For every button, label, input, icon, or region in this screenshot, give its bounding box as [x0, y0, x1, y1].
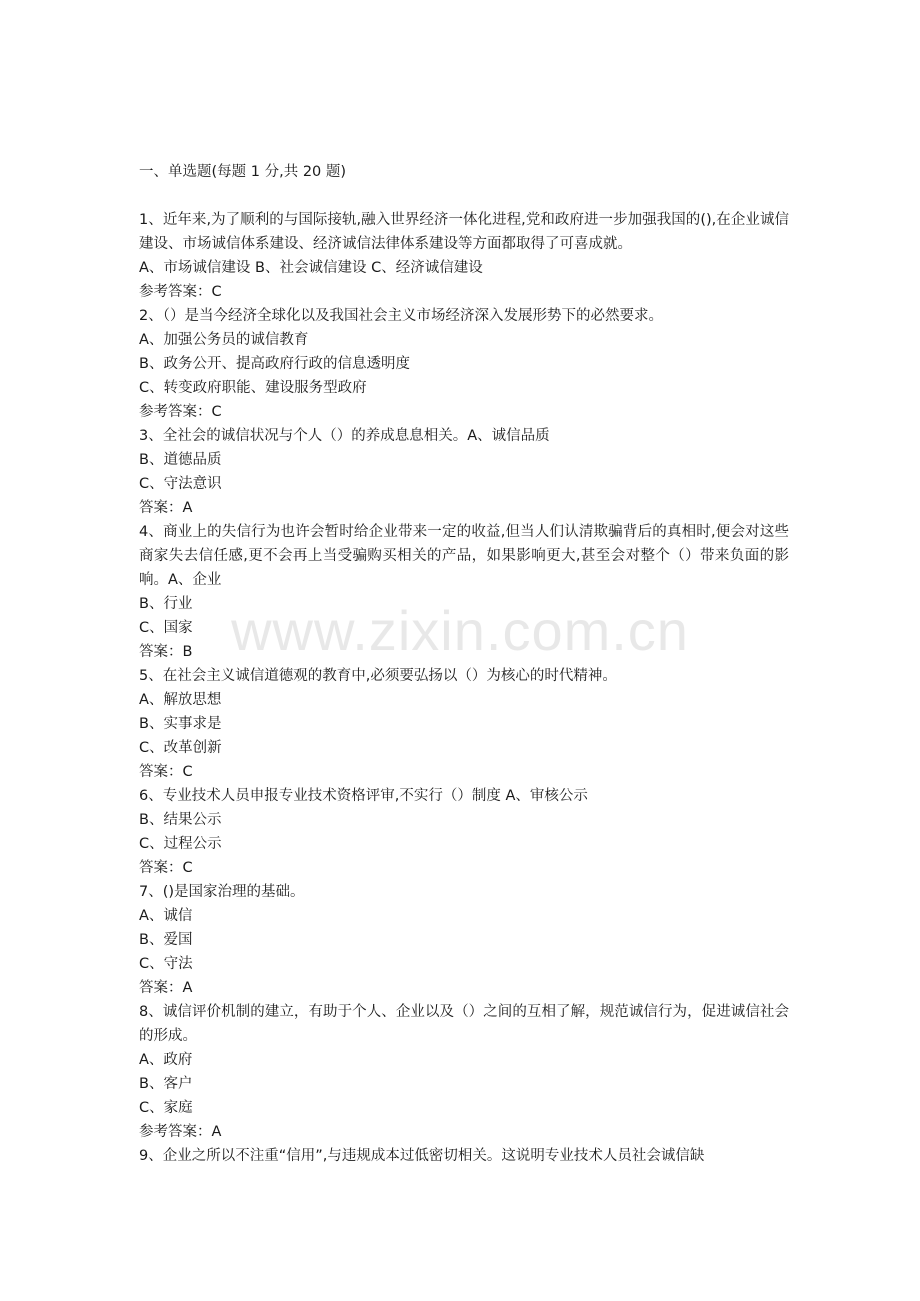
answer-option: C、转变政府职能、建设服务型政府	[139, 380, 367, 396]
answer-option: B、客户	[139, 1076, 193, 1092]
answer-option: A、加强公务员的诚信教育	[139, 332, 309, 348]
answer-key: 答案：C	[139, 764, 193, 780]
answer-option: A、市场诚信建设 B、社会诚信建设 C、经济诚信建设	[139, 260, 483, 276]
answer-option: B、结果公示	[139, 812, 222, 828]
question-text: 6、专业技术人员申报专业技术资格评审,不实行（）制度 A、审核公示	[139, 788, 588, 804]
question-text: 7、()是国家治理的基础。	[139, 884, 305, 900]
question-list	[139, 208, 789, 1168]
answer-option: B、爱国	[139, 932, 193, 948]
question-text: 2、（）是当今经济全球化以及我国社会主义市场经济深入发展形势下的必然要求。	[139, 308, 663, 324]
answer-option: B、政务公开、提高政府行政的信息透明度	[139, 356, 410, 372]
answer-option: C、改革创新	[139, 740, 222, 756]
answer-key: 答案：C	[139, 860, 193, 876]
answer-option: A、政府	[139, 1052, 193, 1068]
answer-option: C、守法	[139, 956, 193, 972]
document-body	[139, 160, 789, 1168]
watermark: www.zixin.com.cn	[231, 599, 689, 662]
question-text: 4、商业上的失信行为也许会暂时给企业带来一定的收益,但当人们认清欺骗背后的真相时,便会对这些商家失去信任感,更不会再上当受骗购买相关的产品，如果影响更大,甚至会对整个（）带来负面的影响。A、企业	[139, 524, 789, 588]
question-text: 9、企业之所以不注重“信用”,与违规成本过低密切相关。这说明专业技术人员社会诚信缺	[139, 1148, 705, 1164]
section-title: 一、单选题(每题 1 分,共 20 题)	[139, 164, 347, 180]
answer-option: C、过程公示	[139, 836, 222, 852]
answer-option: C、家庭	[139, 1100, 193, 1116]
answer-option: C、守法意识	[139, 476, 222, 492]
answer-key: 参考答案：A	[139, 1124, 222, 1140]
question-text: 3、全社会的诚信状况与个人（）的养成息息相关。A、诚信品质	[139, 428, 550, 444]
question-text: 1、近年来,为了顺利的与国际接轨,融入世界经济一体化进程,党和政府进一步加强我国的(),在企业诚信建设、市场诚信体系建设、经济诚信法律体系建设等方面都取得了可喜成就。	[139, 212, 789, 252]
answer-option: B、道德品质	[139, 452, 222, 468]
answer-key: 答案：B	[139, 644, 193, 660]
answer-key: 参考答案：C	[139, 404, 222, 420]
answer-option: A、诚信	[139, 908, 193, 924]
answer-option: B、行业	[139, 596, 193, 612]
answer-option: A、解放思想	[139, 692, 222, 708]
question-text: 8、诚信评价机制的建立，有助于个人、企业以及（）之间的互相了解，规范诚信行为，促进诚信社会的形成。	[139, 1004, 789, 1044]
question-text: 5、在社会主义诚信道德观的教育中,必须要弘扬以（）为核心的时代精神。	[139, 668, 617, 684]
answer-option: B、实事求是	[139, 716, 222, 732]
answer-key: 答案：A	[139, 500, 193, 516]
answer-option: C、国家	[139, 620, 193, 636]
answer-key: 答案：A	[139, 980, 193, 996]
answer-key: 参考答案：C	[139, 284, 222, 300]
